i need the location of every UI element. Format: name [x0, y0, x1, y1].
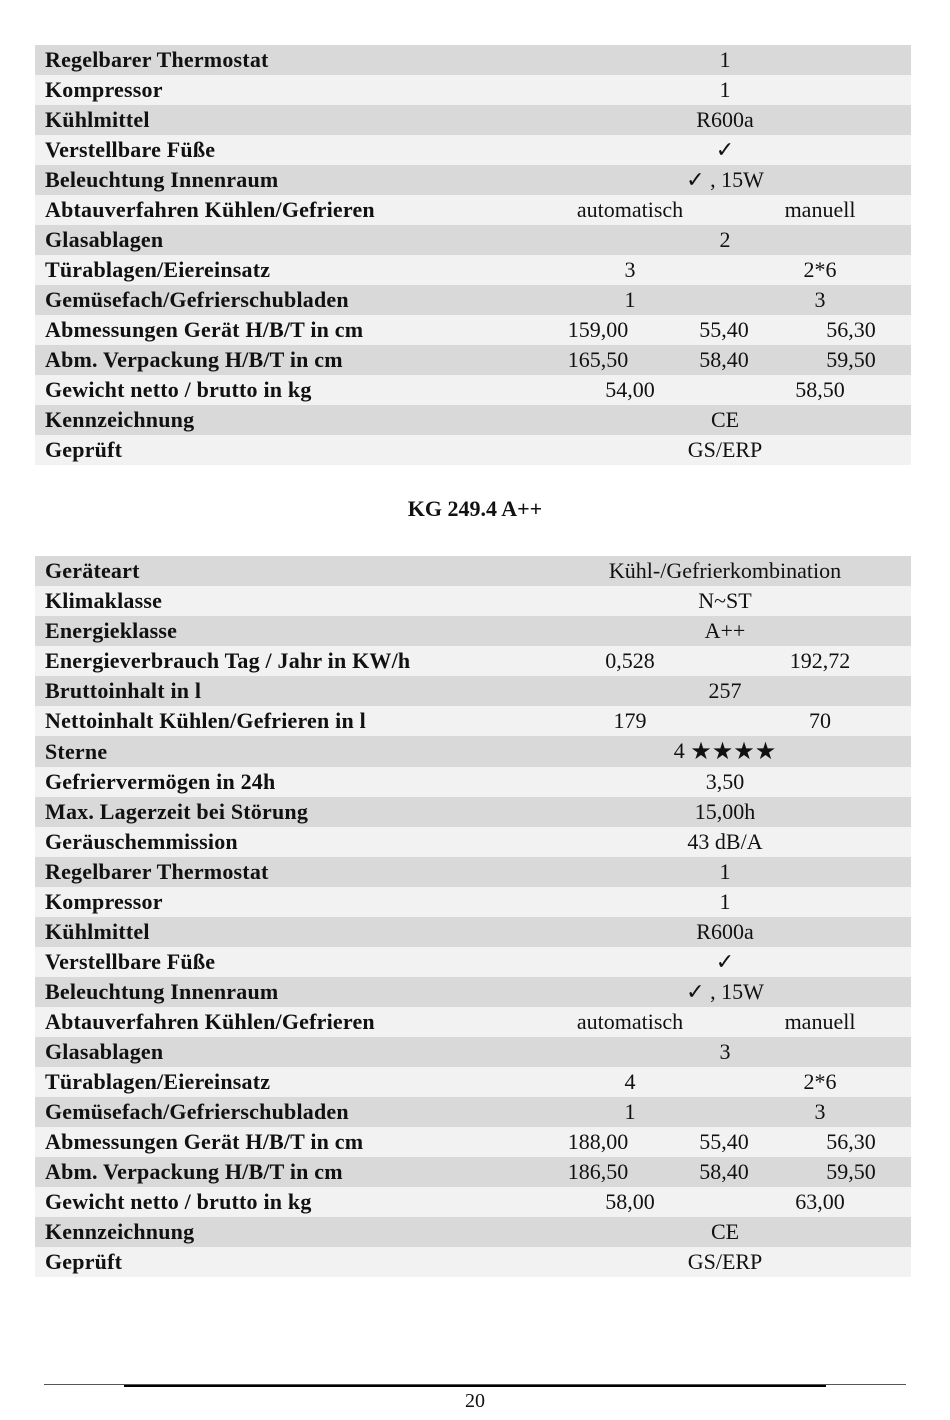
spec-value-cell: [535, 1217, 911, 1247]
spec-value-group: [535, 616, 915, 646]
spec-value-group: [535, 1157, 915, 1187]
spec-value-group: [535, 345, 915, 375]
spec-value-group: [535, 315, 915, 345]
spec-value-cell: [535, 947, 911, 977]
spec-value: 179: [613, 708, 647, 733]
spec-value: CE: [710, 407, 740, 432]
spec-value-cell: [535, 435, 911, 465]
spec-value: R600a: [696, 919, 754, 944]
spec-label: Glasablagen: [35, 1037, 535, 1067]
spec-row: [35, 767, 911, 797]
spec-label: Gemüsefach/Gefrierschubladen: [35, 1097, 535, 1127]
spec-value: 58,00: [605, 1189, 655, 1214]
spec-row: [35, 255, 911, 285]
spec-value-cell: [535, 1247, 911, 1277]
spec-value: 1: [624, 1099, 636, 1124]
spec-label: Geräuschemmission: [35, 827, 535, 857]
spec-value-group: [535, 706, 915, 736]
spec-value-cell: [535, 285, 911, 315]
spec-value: 3,50: [705, 769, 745, 794]
spec-value-group: [535, 45, 915, 75]
spec-value-group: [535, 827, 915, 857]
spec-value: ✓ , 15W: [686, 979, 764, 1004]
spec-value: 56,30: [826, 317, 876, 342]
spec-row: [35, 917, 911, 947]
spec-value: CE: [710, 1219, 740, 1244]
spec-value-cell: [535, 827, 911, 857]
spec-value-cell: [535, 195, 911, 225]
spec-row: [35, 1097, 911, 1127]
spec-value: 1: [719, 47, 731, 72]
spec-value: A++: [704, 618, 746, 643]
spec-value-group: [535, 405, 915, 435]
spec-label: Türablagen/Eiereinsatz: [35, 255, 535, 285]
spec-value: 0,528: [605, 648, 655, 673]
spec-value-group: [535, 797, 915, 827]
spec-value: manuell: [784, 197, 856, 222]
spec-value-group: [535, 977, 915, 1007]
spec-value-group: [535, 1007, 915, 1037]
spec-value-cell: [535, 405, 911, 435]
spec-value: 58,50: [795, 377, 845, 402]
spec-label: Gewicht netto / brutto in kg: [35, 375, 535, 405]
spec-value: 56,30: [826, 1129, 876, 1154]
spec-label: Energieverbrauch Tag / Jahr in KW/h: [35, 646, 535, 676]
spec-label: Beleuchtung Innenraum: [35, 977, 535, 1007]
spec-value: 3: [814, 1099, 826, 1124]
spec-value: 70: [809, 708, 831, 733]
spec-value-group: [535, 435, 915, 465]
spec-value: ✓: [715, 949, 735, 974]
spec-label: Geräteart: [35, 556, 535, 586]
spec-value-cell: [535, 676, 911, 706]
spec-value-group: [535, 1037, 915, 1067]
spec-value-cell: [535, 917, 911, 947]
spec-row: [35, 977, 911, 1007]
spec-row: [35, 1067, 911, 1097]
spec-row: [35, 75, 911, 105]
spec-value: 257: [708, 678, 742, 703]
spec-label: Max. Lagerzeit bei Störung: [35, 797, 535, 827]
spec-value-group: [535, 135, 915, 165]
spec-value-group: [535, 165, 915, 195]
spec-value: GS/ERP: [687, 437, 763, 462]
spec-label: Verstellbare Füße: [35, 135, 535, 165]
spec-value-group: [535, 736, 915, 767]
spec-value-cell: [535, 1007, 911, 1037]
spec-label: Türablagen/Eiereinsatz: [35, 1067, 535, 1097]
spec-row: [35, 285, 911, 315]
spec-label: Glasablagen: [35, 225, 535, 255]
spec-row: [35, 706, 911, 736]
spec-value-cell: [535, 1037, 911, 1067]
spec-value-cell: [535, 225, 911, 255]
spec-value: 3: [719, 1039, 731, 1064]
spec-value: 188,00: [567, 1129, 629, 1154]
spec-label: Nettoinhalt Kühlen/Gefrieren in l: [35, 706, 535, 736]
spec-value-group: [535, 947, 915, 977]
spec-value-group: [535, 586, 915, 616]
spec-value: 43 dB/A: [687, 829, 763, 854]
spec-value-cell: [535, 586, 911, 616]
spec-value-cell: [535, 345, 911, 375]
spec-label: Abm. Verpackung H/B/T in cm: [35, 1157, 535, 1187]
spec-label: Beleuchtung Innenraum: [35, 165, 535, 195]
spec-label: Abmessungen Gerät H/B/T in cm: [35, 315, 535, 345]
spec-value-cell: [535, 1067, 911, 1097]
spec-value-cell: [535, 1187, 911, 1217]
spec-row: [35, 1187, 911, 1217]
spec-value: 58,40: [699, 347, 749, 372]
spec-value: GS/ERP: [687, 1249, 763, 1274]
spec-value: R600a: [696, 107, 754, 132]
spec-label: Verstellbare Füße: [35, 947, 535, 977]
spec-value: 3: [814, 287, 826, 312]
spec-value-cell: [535, 1127, 911, 1157]
spec-value: 159,00: [567, 317, 629, 342]
spec-value-cell: [535, 977, 911, 1007]
spec-value: 55,40: [699, 317, 749, 342]
spec-value-group: [535, 1247, 915, 1277]
spec-value-cell: [535, 736, 911, 767]
spec-value-group: [535, 917, 915, 947]
spec-value-cell: [535, 857, 911, 887]
spec-row: [35, 105, 911, 135]
spec-value-group: [535, 1217, 915, 1247]
page-number: 20: [465, 1390, 485, 1412]
spec-value: 4: [624, 1069, 636, 1094]
spec-value-cell: [535, 767, 911, 797]
spec-value-cell: [535, 887, 911, 917]
spec-row: [35, 887, 911, 917]
spec-row: [35, 676, 911, 706]
spec-value-cell: [535, 135, 911, 165]
footer-rule-bold: [124, 1385, 826, 1387]
spec-value-group: [535, 646, 915, 676]
spec-value-cell: [535, 1157, 911, 1187]
spec-table-kg-249-4: [35, 556, 911, 1277]
spec-label: Abtauverfahren Kühlen/Gefrieren: [35, 1007, 535, 1037]
spec-label: Kennzeichnung: [35, 1217, 535, 1247]
spec-label: Geprüft: [35, 1247, 535, 1277]
spec-label: Kühlmittel: [35, 105, 535, 135]
spec-value: 55,40: [699, 1129, 749, 1154]
spec-value-group: [535, 105, 915, 135]
spec-value: 2: [719, 227, 731, 252]
spec-row: [35, 797, 911, 827]
spec-value-group: [535, 1187, 915, 1217]
spec-value-group: [535, 556, 915, 586]
spec-label: Abmessungen Gerät H/B/T in cm: [35, 1127, 535, 1157]
spec-label: Kennzeichnung: [35, 405, 535, 435]
spec-row: [35, 1217, 911, 1247]
spec-label: Regelbarer Thermostat: [35, 45, 535, 75]
spec-row: [35, 1007, 911, 1037]
spec-label: Abm. Verpackung H/B/T in cm: [35, 345, 535, 375]
spec-value-group: [535, 195, 915, 225]
spec-label: Kompressor: [35, 75, 535, 105]
spec-label: Kühlmittel: [35, 917, 535, 947]
spec-label: Abtauverfahren Kühlen/Gefrieren: [35, 195, 535, 225]
spec-row: [35, 375, 911, 405]
spec-value-group: [535, 676, 915, 706]
spec-row: [35, 827, 911, 857]
spec-row: [35, 947, 911, 977]
spec-value: 15,00h: [694, 799, 756, 824]
spec-value: 3: [624, 257, 636, 282]
spec-value-cell: [535, 105, 911, 135]
spec-label: Gefriervermögen in 24h: [35, 767, 535, 797]
spec-value-group: [535, 1097, 915, 1127]
spec-row: [35, 586, 911, 616]
spec-value: 58,40: [699, 1159, 749, 1184]
spec-value-group: [535, 1127, 915, 1157]
spec-row: [35, 225, 911, 255]
spec-value: manuell: [784, 1009, 856, 1034]
spec-value: ✓ , 15W: [686, 167, 764, 192]
spec-value-group: [535, 75, 915, 105]
spec-value: 4: [673, 738, 685, 763]
spec-value-group: [535, 857, 915, 887]
spec-value-group: [535, 285, 915, 315]
spec-value: 1: [719, 77, 731, 102]
spec-value: 186,50: [567, 1159, 629, 1184]
spec-row: [35, 345, 911, 375]
spec-label: Regelbarer Thermostat: [35, 857, 535, 887]
spec-value: N~ST: [698, 588, 752, 613]
spec-value-group: [535, 767, 915, 797]
spec-value: 54,00: [605, 377, 655, 402]
spec-table-previous-model: [35, 45, 911, 465]
spec-label: Energieklasse: [35, 616, 535, 646]
spec-value-cell: [535, 1097, 911, 1127]
spec-value: ✓: [715, 137, 735, 162]
spec-value: automatisch: [576, 1009, 684, 1034]
spec-row: [35, 45, 911, 75]
spec-value-cell: [535, 646, 911, 676]
spec-label: Gewicht netto / brutto in kg: [35, 1187, 535, 1217]
spec-value-cell: [535, 616, 911, 646]
spec-row: [35, 556, 911, 586]
star-rating-icon: ★★★★: [690, 739, 777, 765]
spec-row: [35, 646, 911, 676]
spec-value: 2*6: [803, 1069, 837, 1094]
model-title: KG 249.4 A++: [407, 496, 543, 521]
spec-value-cell: [535, 706, 911, 736]
spec-row: [35, 1127, 911, 1157]
spec-value-cell: [535, 375, 911, 405]
spec-value-cell: [535, 45, 911, 75]
spec-value-cell: [535, 165, 911, 195]
spec-label: Kompressor: [35, 887, 535, 917]
spec-value: 1: [624, 287, 636, 312]
spec-value-group: [535, 887, 915, 917]
spec-value-cell: [535, 797, 911, 827]
spec-label: Gemüsefach/Gefrierschubladen: [35, 285, 535, 315]
spec-row: [35, 857, 911, 887]
spec-label: Klimaklasse: [35, 586, 535, 616]
spec-value: 192,72: [789, 648, 851, 673]
spec-value-cell: [535, 75, 911, 105]
spec-value: 2*6: [803, 257, 837, 282]
spec-row: [35, 135, 911, 165]
spec-row: [35, 195, 911, 225]
spec-value: Kühl-/Gefrierkombination: [608, 558, 842, 583]
spec-row: [35, 1157, 911, 1187]
spec-value: 165,50: [567, 347, 629, 372]
spec-value: 59,50: [826, 1159, 876, 1184]
spec-value-cell: [535, 556, 911, 586]
spec-row: [35, 165, 911, 195]
spec-value-group: [535, 255, 915, 285]
spec-row: [35, 616, 911, 646]
spec-row: [35, 315, 911, 345]
spec-row: [35, 405, 911, 435]
spec-value: 63,00: [795, 1189, 845, 1214]
spec-label: Geprüft: [35, 435, 535, 465]
spec-label: Bruttoinhalt in l: [35, 676, 535, 706]
spec-value-group: [535, 1067, 915, 1097]
spec-value-group: [535, 375, 915, 405]
spec-value: automatisch: [576, 197, 684, 222]
spec-value: 1: [719, 859, 731, 884]
spec-value-cell: [535, 315, 911, 345]
spec-label: Sterne: [35, 736, 535, 767]
spec-value: 59,50: [826, 347, 876, 372]
spec-row: [35, 1037, 911, 1067]
spec-row: [35, 1247, 911, 1277]
spec-value-group: [535, 225, 915, 255]
spec-value-cell: [535, 255, 911, 285]
spec-value: 1: [719, 889, 731, 914]
spec-row: [35, 435, 911, 465]
spec-row: [35, 736, 911, 767]
